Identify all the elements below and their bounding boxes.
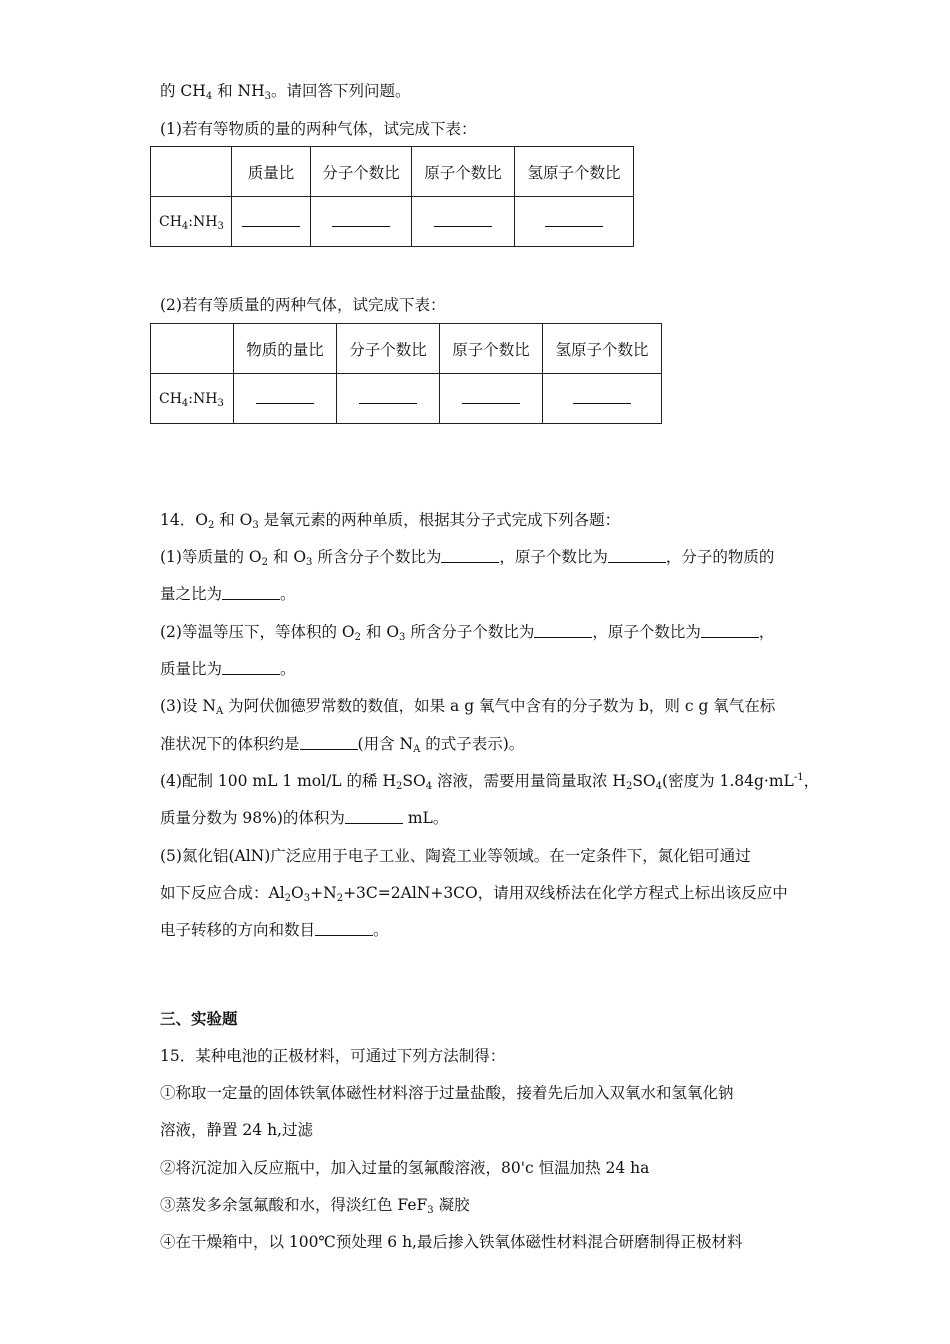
q15-step4: ④在干燥箱中，以 100℃预处理 6 h,最后掺入铁氧体磁性材料混合研磨制得正极材料 <box>160 1233 743 1251</box>
table-header-hydrogen-ratio: 氢原子个数比 <box>515 147 634 197</box>
answer-blank[interactable] <box>315 921 373 936</box>
q14-part2-line1: (2)等温等压下，等体积的 $O_2$ 和 $O_3$ 所含分子个数比为 ，原子个数比为 ， <box>160 623 775 643</box>
q15-title: 15．某种电池的正极材料，可通过下列方法制得： <box>160 1047 506 1065</box>
q13-part2-prompt: (2)若有等质量的两种气体，试完成下表： <box>160 296 446 314</box>
answer-blank[interactable] <box>300 735 358 750</box>
table-header-atom-ratio: 原子个数比 <box>412 147 515 197</box>
answer-blank[interactable] <box>222 585 280 600</box>
q14-title: 14．$O_2$ 和 $O_3$ 是氧元素的两种单质，根据其分子式完成下列各题： <box>160 511 621 531</box>
answer-blank[interactable] <box>234 374 337 424</box>
answer-blank[interactable] <box>441 548 499 563</box>
answer-blank[interactable] <box>232 197 311 247</box>
answer-blank[interactable] <box>311 197 412 247</box>
table-header-mass-ratio: 质量比 <box>232 147 311 197</box>
section-heading: 三、实验题 <box>160 1009 238 1028</box>
answer-blank[interactable] <box>515 197 634 247</box>
q14-part4-line1: (4)配制 100 mL 1 mol/L 的稀 $H_2SO_4$ 溶液，需要用量筒量取浓 $H_2SO_4$(密度为 $1.84g\cdot mL^{-1}$， <box>160 772 820 792</box>
q13-part1-prompt: (1)若有等物质的量的两种气体，试完成下表： <box>160 120 477 138</box>
q14-part1-line1: (1)等质量的 $O_2$ 和 $O_3$ 所含分子个数比为 ，原子个数比为 ，分子的物质的 <box>160 548 775 568</box>
q14-part5-line3: 电子转移的方向和数目 。 <box>160 921 389 939</box>
answer-blank[interactable] <box>543 374 662 424</box>
answer-blank[interactable] <box>345 809 403 824</box>
q14-part1-line2: 量之比为 。 <box>160 585 296 603</box>
table-header-hydrogen-ratio: 氢原子个数比 <box>543 324 662 374</box>
table-header-mole-ratio: 物质的量比 <box>234 324 337 374</box>
q13-table-1 <box>150 146 634 247</box>
q14-part2-line2: 质量比为 。 <box>160 660 296 678</box>
answer-blank[interactable] <box>222 660 280 675</box>
table-header-molecule-ratio: 分子个数比 <box>311 147 412 197</box>
table-row-label: $CH_4:NH_3$ <box>151 197 232 247</box>
q14-part3-line2: 准状况下的体积约是 (用含 $N_A$ 的式子表示)。 <box>160 735 525 755</box>
q13-table-2 <box>150 323 662 424</box>
table-header-atom-ratio: 原子个数比 <box>440 324 543 374</box>
q15-step2: ②将沉淀加入反应瓶中，加入过量的氢氟酸溶液，80'c 恒温加热 24 ha <box>160 1159 650 1177</box>
answer-blank[interactable] <box>534 623 592 638</box>
q14-part5-line2: 如下反应合成：$Al_2O_3+N_2+3C=2AlN+3CO$，请用双线桥法在化学方程式上标出该反应中 <box>160 884 788 904</box>
table-header-empty <box>151 324 234 374</box>
answer-blank[interactable] <box>440 374 543 424</box>
answer-blank[interactable] <box>337 374 440 424</box>
answer-blank[interactable] <box>412 197 515 247</box>
q15-step3: ③蒸发多余氢氟酸和水，得淡红色 FeF$_3$ 凝胶 <box>160 1196 470 1216</box>
q14-part5-line1: (5)氮化铝(AlN)广泛应用于电子工业、陶瓷工业等领域。在一定条件下，氮化铝可通过 <box>160 847 751 865</box>
table-header-molecule-ratio: 分子个数比 <box>337 324 440 374</box>
q15-step1-line1: ①称取一定量的固体铁氧体磁性材料溶于过量盐酸，接着先后加入双氧水和氢氧化钠 <box>160 1084 734 1102</box>
answer-blank[interactable] <box>608 548 666 563</box>
table-header-empty <box>151 147 232 197</box>
q14-part3-line1: (3)设 $N_A$ 为阿伏伽德罗常数的数值，如果 a g 氧气中含有的分子数为 b，则 c g 氧气在标 <box>160 697 776 717</box>
answer-blank[interactable] <box>701 623 759 638</box>
q14-part4-line2: 质量分数为 98%)的体积为 mL。 <box>160 809 449 827</box>
intro-line: 的 $CH_4$ 和 $NH_3$。请回答下列问题。 <box>160 82 411 102</box>
table-row-label: $CH_4:NH_3$ <box>151 374 234 424</box>
q15-step1-line2: 溶液，静置 24 h,过滤 <box>160 1121 313 1139</box>
